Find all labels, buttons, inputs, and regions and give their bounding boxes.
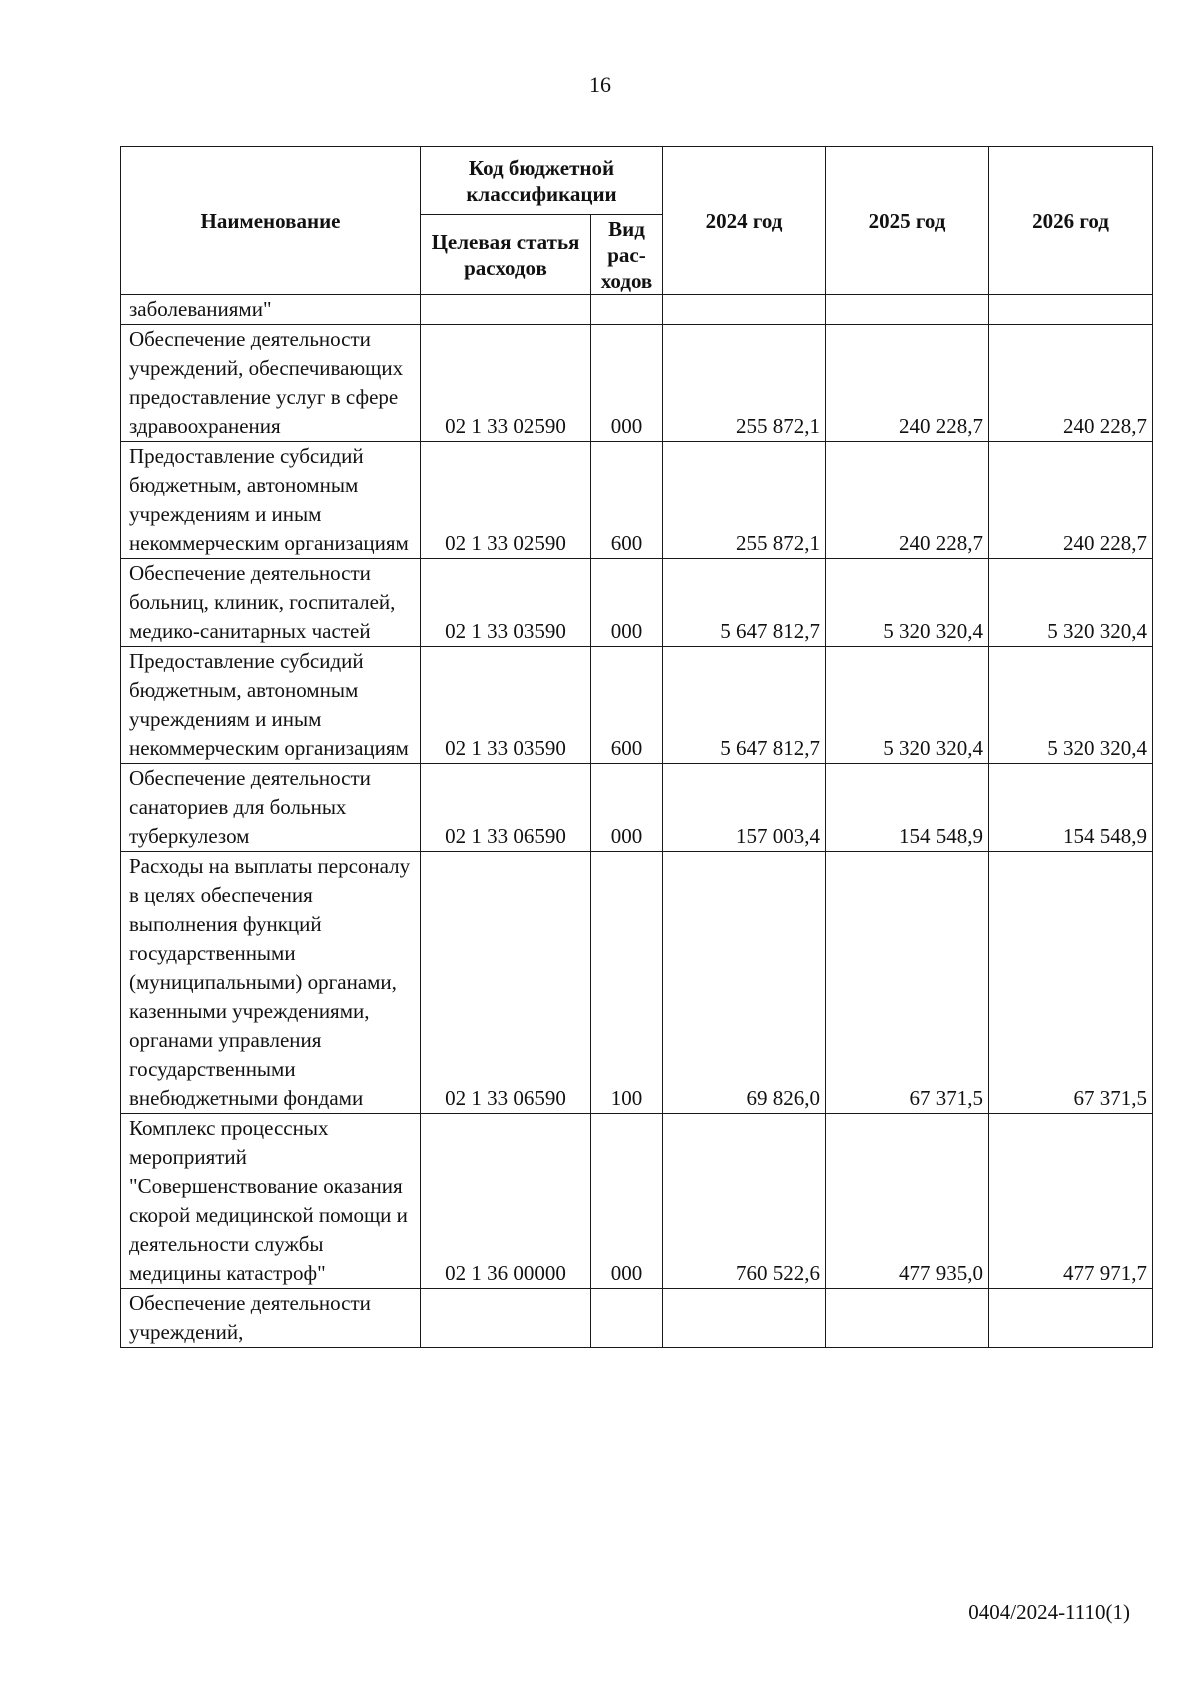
row-name-cell: Обеспечение деятельности учреждений, обеспечивающих предоставление услуг в сфере здравоохранения (121, 325, 421, 442)
row-expense-type-cell: 000 (591, 764, 663, 852)
row-2025-cell: 5 320 320,4 (826, 647, 989, 764)
header-expense-type: Вид рас-ходов (591, 215, 663, 295)
row-2026-cell: 5 320 320,4 (989, 559, 1153, 647)
row-2026-cell: 240 228,7 (989, 325, 1153, 442)
table-row (121, 764, 1153, 852)
table-row (121, 647, 1153, 764)
header-code-group: Код бюджетной классификации (421, 147, 663, 215)
row-name-cell: заболеваниями" (121, 295, 421, 325)
row-target-article-cell: 02 1 36 00000 (421, 1114, 591, 1289)
row-2024-cell (663, 1289, 826, 1348)
row-2025-cell: 477 935,0 (826, 1114, 989, 1289)
row-target-article-cell (421, 1289, 591, 1348)
table-body (121, 295, 1153, 1348)
table-row (121, 1114, 1153, 1289)
row-2026-cell: 5 320 320,4 (989, 647, 1153, 764)
row-2025-cell: 5 320 320,4 (826, 559, 989, 647)
header-name: Наименование (121, 147, 421, 295)
row-name-cell: Предоставление субсидий бюджетным, автономным учреждениям и иным некоммерческим организациям (121, 647, 421, 764)
row-2024-cell: 255 872,1 (663, 325, 826, 442)
row-2026-cell: 240 228,7 (989, 442, 1153, 559)
row-expense-type-cell (591, 295, 663, 325)
row-2025-cell: 240 228,7 (826, 442, 989, 559)
header-target-article: Целевая статья расходов (421, 215, 591, 295)
table-row (121, 442, 1153, 559)
row-target-article-cell: 02 1 33 02590 (421, 442, 591, 559)
row-expense-type-cell (591, 1289, 663, 1348)
document-code: 0404/2024-1110(1) (968, 1600, 1130, 1624)
row-2024-cell: 5 647 812,7 (663, 647, 826, 764)
row-2025-cell: 67 371,5 (826, 852, 989, 1114)
row-2024-cell: 157 003,4 (663, 764, 826, 852)
row-2026-cell: 154 548,9 (989, 764, 1153, 852)
row-2026-cell (989, 295, 1153, 325)
row-2025-cell: 240 228,7 (826, 325, 989, 442)
header-2024: 2024 год (663, 147, 826, 295)
row-name-cell: Обеспечение деятельности санаториев для больных туберкулезом (121, 764, 421, 852)
row-target-article-cell: 02 1 33 03590 (421, 647, 591, 764)
row-2026-cell: 477 971,7 (989, 1114, 1153, 1289)
row-2025-cell (826, 1289, 989, 1348)
table-row (121, 559, 1153, 647)
table-row (121, 852, 1153, 1114)
header-2025: 2025 год (826, 147, 989, 295)
row-expense-type-cell: 000 (591, 1114, 663, 1289)
row-target-article-cell: 02 1 33 02590 (421, 325, 591, 442)
row-2024-cell: 255 872,1 (663, 442, 826, 559)
row-name-cell: Предоставление субсидий бюджетным, автономным учреждениям и иным некоммерческим организациям (121, 442, 421, 559)
row-2024-cell (663, 295, 826, 325)
row-name-cell: Расходы на выплаты персоналу в целях обеспечения выполнения функций государственными (муниципальными) органами, казенными учреждениями, органами управления государственными внебюджетными фондами (121, 852, 421, 1114)
row-2024-cell: 760 522,6 (663, 1114, 826, 1289)
row-2024-cell: 69 826,0 (663, 852, 826, 1114)
table-row (121, 295, 1153, 325)
row-2026-cell: 67 371,5 (989, 852, 1153, 1114)
page-number: 16 (589, 72, 611, 97)
row-2025-cell (826, 295, 989, 325)
table-row (121, 1289, 1153, 1348)
row-target-article-cell: 02 1 33 06590 (421, 764, 591, 852)
row-name-cell: Обеспечение деятельности больниц, клиник, госпиталей, медико-санитарных частей (121, 559, 421, 647)
row-name-cell: Обеспечение деятельности учреждений, (121, 1289, 421, 1348)
row-target-article-cell: 02 1 33 06590 (421, 852, 591, 1114)
row-expense-type-cell: 100 (591, 852, 663, 1114)
table-header (121, 147, 1153, 295)
row-expense-type-cell: 600 (591, 442, 663, 559)
row-2026-cell (989, 1289, 1153, 1348)
row-target-article-cell (421, 295, 591, 325)
row-expense-type-cell: 000 (591, 325, 663, 442)
table-row (121, 325, 1153, 442)
row-expense-type-cell: 000 (591, 559, 663, 647)
row-name-cell: Комплекс процессных мероприятий "Совершенствование оказания скорой медицинской помощи и деятельности службы медицины катастроф" (121, 1114, 421, 1289)
row-2024-cell: 5 647 812,7 (663, 559, 826, 647)
row-expense-type-cell: 600 (591, 647, 663, 764)
header-2026: 2026 год (989, 147, 1153, 295)
budget-table (120, 146, 1153, 1348)
row-target-article-cell: 02 1 33 03590 (421, 559, 591, 647)
row-2025-cell: 154 548,9 (826, 764, 989, 852)
